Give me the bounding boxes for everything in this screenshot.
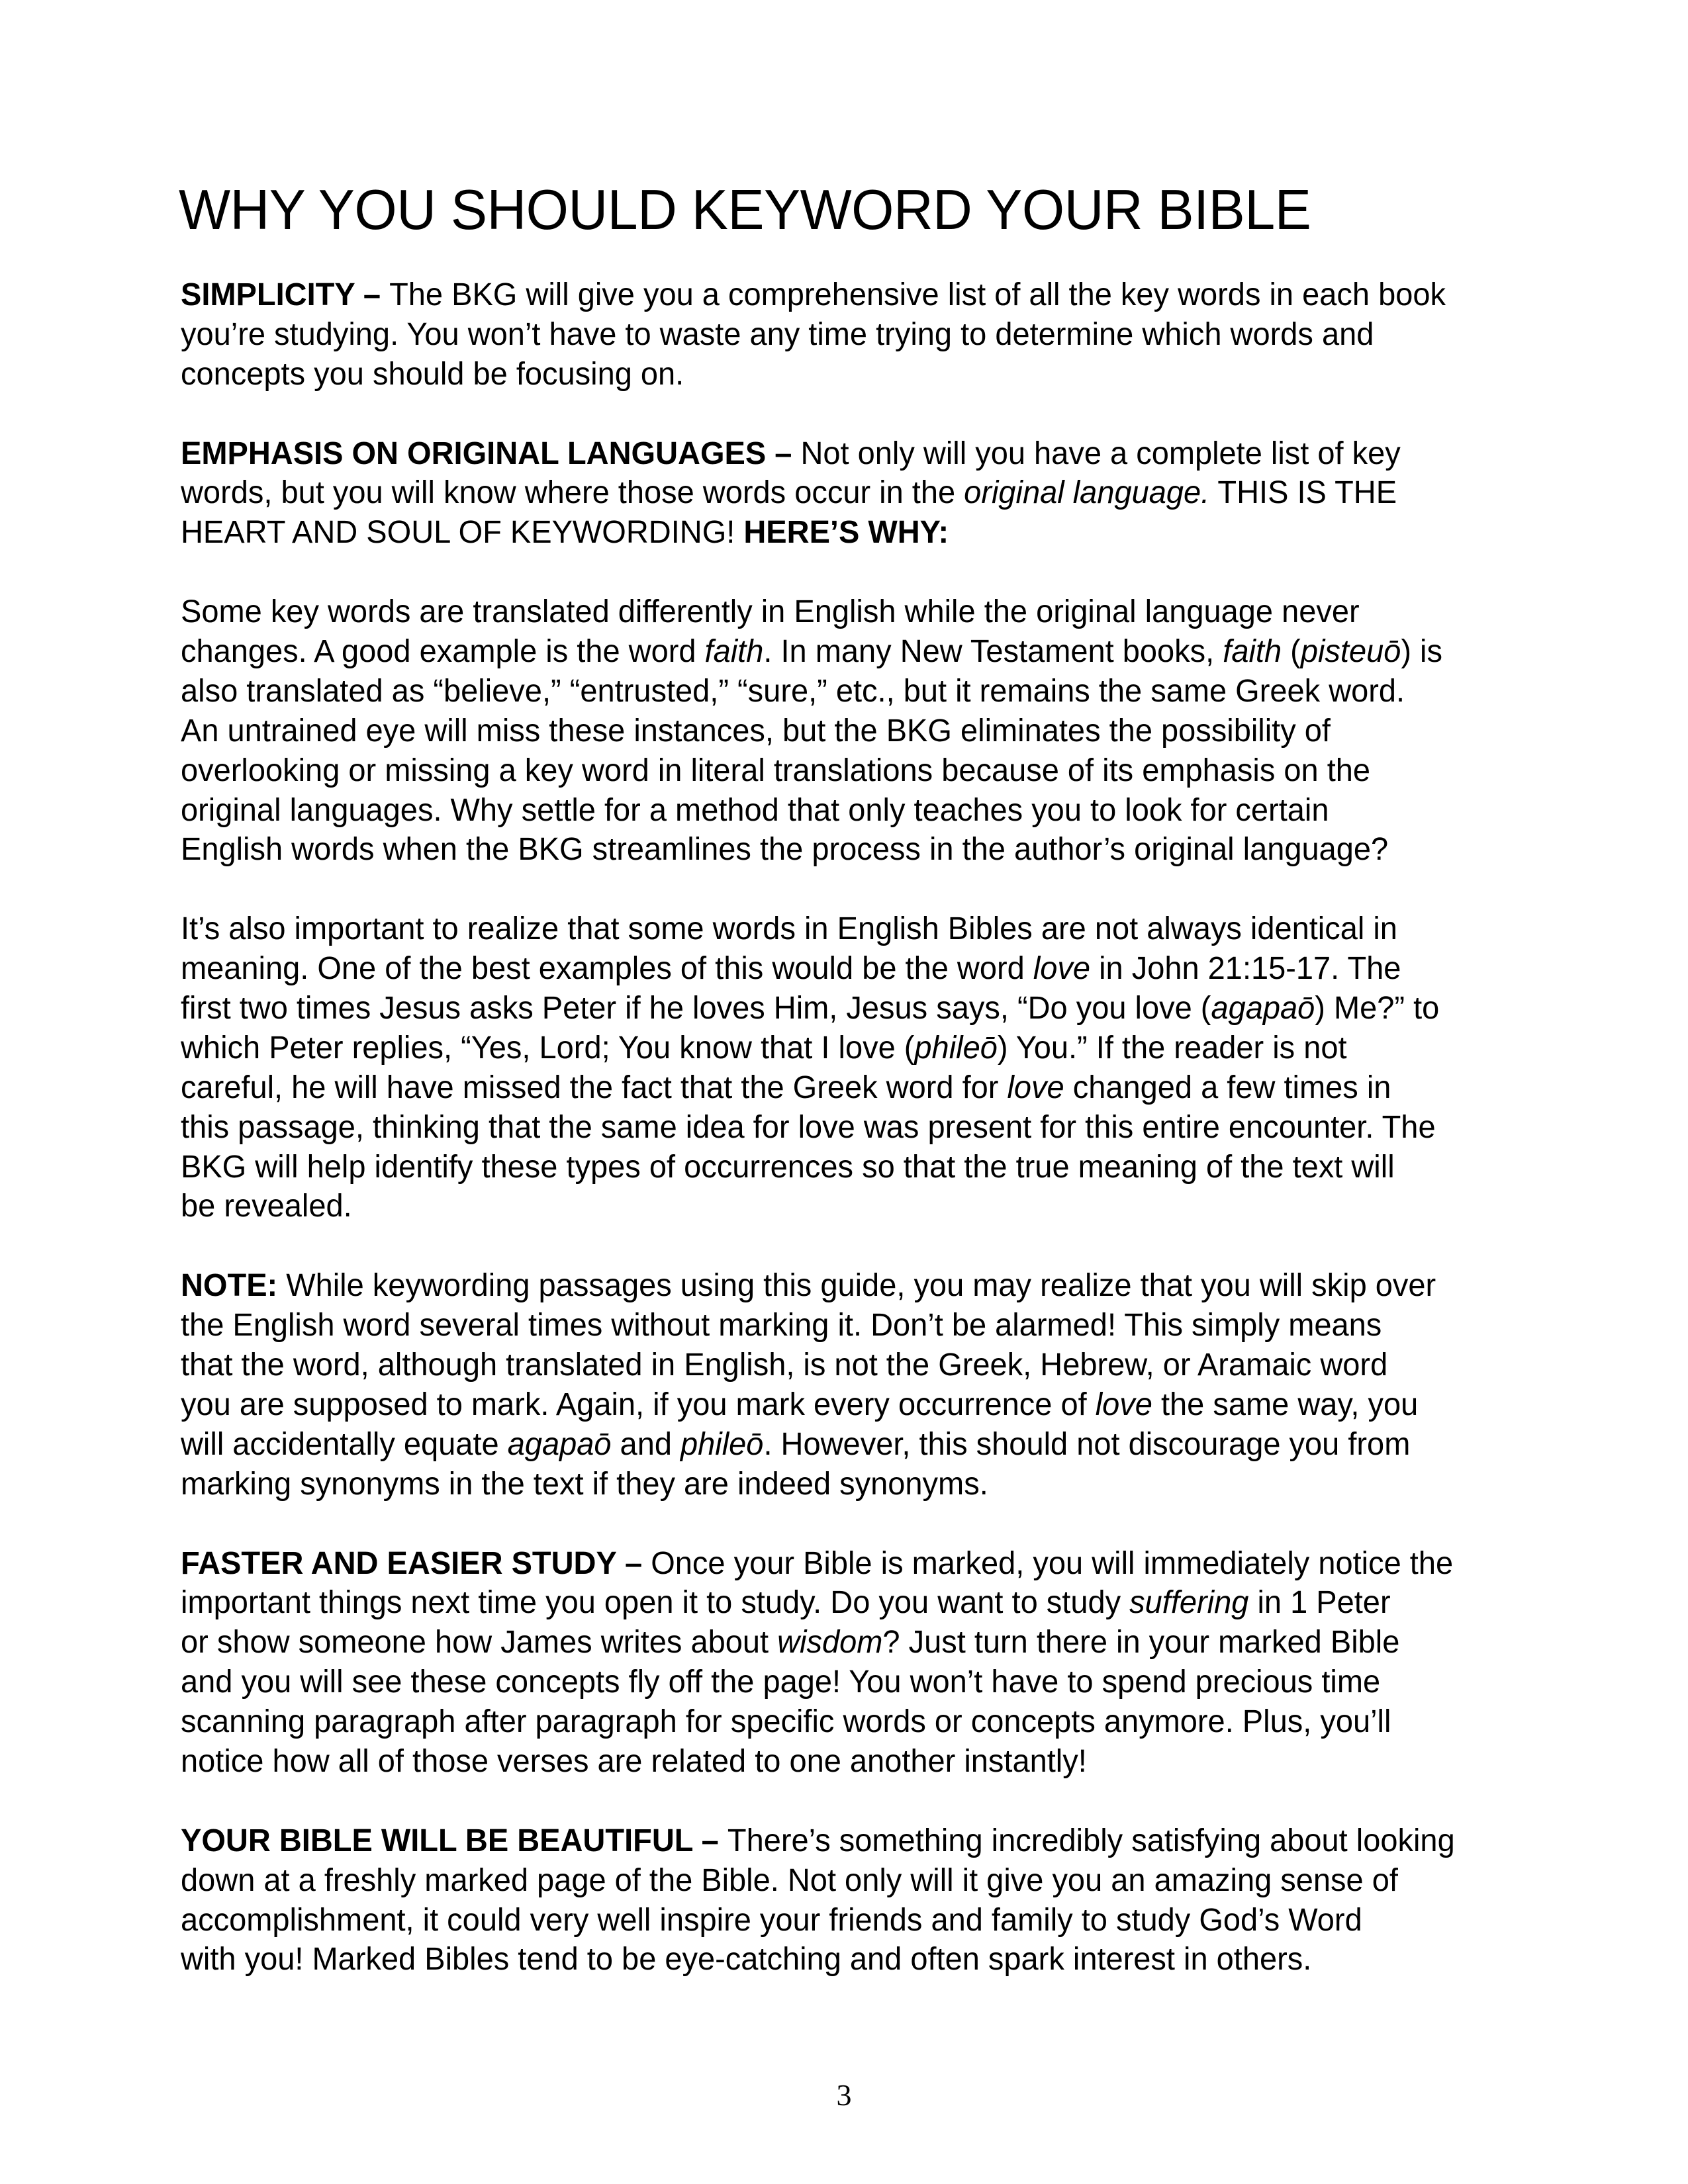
paragraph-emphasis-on-original-languages [181,434,1538,553]
paragraph-spacer [181,1504,1509,1544]
italic-term: faith [1223,634,1282,670]
italic-term: love [1007,1069,1064,1105]
bold-heading: SIMPLICITY – [181,277,390,312]
italic-term: pisteuō [1300,634,1401,670]
text-line [181,473,1509,513]
paragraph-love-example [181,909,1538,1226]
text-line [181,632,1509,672]
text-line [181,1742,1509,1782]
paragraph-spacer [181,553,1509,592]
text-line [181,1662,1509,1702]
text-run: meaning. One of the best examples of this would be the word [181,951,1033,987]
text-line [181,1821,1509,1861]
text-run: BKG will help identify these types of occurrences so that the true meaning of the text will [181,1149,1395,1185]
text-run: down at a freshly marked page of the Bible. Not only will it give you an amazing sense of [181,1862,1398,1898]
text-line [181,1187,1509,1226]
text-line [181,1306,1509,1345]
paragraph-spacer [181,1782,1509,1821]
bold-heading: YOUR BIBLE WILL BE BEAUTIFUL – [181,1823,727,1858]
text-run: There’s something incredibly satisfying about looking [727,1823,1455,1858]
italic-term: phileō [914,1030,998,1066]
paragraph-simplicity [181,275,1538,394]
text-line [181,989,1509,1028]
text-run: which Peter replies, “Yes, Lord; You know that I love ( [181,1030,915,1066]
paragraph-your-bible-will-be-beautiful [181,1821,1538,1980]
text-line [181,830,1509,870]
text-run: . However, this should not discourage you from [763,1426,1411,1462]
page-number: 3 [836,2078,852,2112]
text-run: ) You.” If the reader is not [997,1030,1347,1066]
paragraph-note [181,1266,1538,1504]
italic-term: agapaō [507,1426,612,1462]
text-line [181,1028,1509,1068]
text-run: original languages. Why settle for a method that only teaches you to look for certain [181,792,1329,828]
text-run: notice how all of those verses are related to one another instantly! [181,1743,1087,1779]
text-run: or show someone how James writes about [181,1625,778,1661]
text-run: It’s also important to realize that some words in English Bibles are not always identical in [181,911,1397,947]
bold-heading: HERE’S WHY: [743,515,949,551]
text-run: will accidentally equate [181,1426,508,1462]
text-line [181,751,1509,791]
italic-term: phileō [680,1426,764,1462]
text-run: accomplishment, it could very well inspire your friends and family to study God’s Word [181,1902,1362,1938]
text-line [181,1465,1509,1504]
text-run: ? Just turn there in your marked Bible [882,1625,1400,1661]
text-run: in 1 Peter [1248,1585,1391,1621]
text-line [181,1266,1509,1306]
page-title: WHY YOU SHOULD KEYWORD YOUR BIBLE [179,179,1311,242]
text-line [181,1901,1509,1940]
text-run: important things next time you open it to study. Do you want to study [181,1585,1130,1621]
text-run: that the word, although translated in English, is not the Greek, Hebrew, or Aramaic word [181,1347,1388,1383]
text-run: While keywording passages using this guide, you may realize that you will skip over [277,1268,1436,1304]
text-line [181,1544,1509,1584]
text-line [181,711,1509,751]
text-run: THIS IS THE [1209,475,1397,511]
text-run: overlooking or missing a key word in literal translations because of its emphasis on the [181,752,1371,788]
text-line [181,672,1509,711]
text-run: changed a few times in [1064,1069,1391,1105]
text-run: also translated as “believe,” “entrusted,” “sure,” etc., but it remains the same Greek word. [181,673,1405,709]
bold-heading: EMPHASIS ON ORIGINAL LANGUAGES – [181,435,801,471]
text-line [181,1583,1509,1623]
italic-term: love [1033,951,1091,987]
text-line [181,1148,1509,1187]
text-run: words, but you will know where those words occur in the [181,475,964,511]
text-line [181,434,1509,474]
text-line [181,275,1509,315]
paragraph-spacer [181,870,1509,909]
text-run: and you will see these concepts fly off the page! You won’t have to spend precious time [181,1664,1381,1700]
text-line [181,1702,1509,1742]
italic-term: agapaō [1211,991,1315,1026]
text-line [181,1385,1509,1425]
text-run: Not only will you have a complete list of key [800,435,1401,471]
text-run: An untrained eye will miss these instances, but the BKG eliminates the possibility of [181,713,1331,749]
text-run: . In many New Testament books, [763,634,1223,670]
text-run: marking synonyms in the text if they are indeed synonyms. [181,1466,988,1502]
text-line [181,355,1509,394]
italic-term: love [1095,1387,1152,1422]
text-line [181,315,1509,355]
text-line [181,1940,1509,1979]
paragraph-translation-example [181,592,1538,870]
text-run: concepts you should be focusing on. [181,356,684,392]
text-line [181,1108,1509,1148]
bold-heading: FASTER AND EASIER STUDY – [181,1545,651,1581]
text-run: The BKG will give you a comprehensive list of all the key words in each book [389,277,1446,312]
text-run: ( [1282,634,1301,670]
text-run: with you! Marked Bibles tend to be eye-catching and often spark interest in others. [181,1942,1312,1978]
text-line [181,909,1509,949]
text-run: the same way, you [1152,1387,1419,1422]
text-run: first two times Jesus asks Peter if he loves Him, Jesus says, “Do you love ( [181,991,1211,1026]
text-run: English words when the BKG streamlines the process in the author’s original language? [181,832,1389,868]
text-run: changes. A good example is the word [181,634,705,670]
text-run: this passage, thinking that the same idea for love was present for this entire encounter. The [181,1109,1436,1145]
text-line [181,513,1509,553]
text-run: ) Me?” to [1315,991,1440,1026]
italic-term: suffering [1129,1585,1249,1621]
text-run: Some key words are translated differently in English while the original language never [181,594,1360,630]
bold-heading: NOTE: [181,1268,278,1304]
text-run: ) is [1401,634,1442,670]
text-run: and [611,1426,681,1462]
text-line [181,949,1509,989]
italic-term: faith [704,634,764,670]
italic-term: wisdom [777,1625,883,1661]
text-run: you are supposed to mark. Again, if you mark every occurrence of [181,1387,1096,1422]
text-line [181,592,1509,632]
text-run: HEART AND SOUL OF KEYWORDING! [181,515,744,551]
text-run: be revealed. [181,1189,352,1224]
text-line [181,1623,1509,1662]
paragraph-spacer [181,1226,1509,1266]
text-run: scanning paragraph after paragraph for specific words or concepts anymore. Plus, you’ll [181,1704,1391,1740]
paragraph-spacer [181,394,1509,434]
text-line [181,1345,1509,1385]
body-text [181,275,1538,1979]
text-line [181,1861,1509,1901]
italic-term: original language. [964,475,1210,511]
text-run: careful, he will have missed the fact that the Greek word for [181,1069,1008,1105]
text-run: you’re studying. You won’t have to waste any time trying to determine which words and [181,316,1374,352]
text-run: in John 21:15-17. The [1090,951,1401,987]
text-line [181,1068,1509,1108]
paragraph-faster-and-easier-study [181,1544,1538,1782]
text-line [181,1425,1509,1465]
text-run: Once your Bible is marked, you will immediately notice the [651,1545,1454,1581]
text-run: the English word several times without marking it. Don’t be alarmed! This simply means [181,1308,1382,1343]
text-line [181,791,1509,831]
